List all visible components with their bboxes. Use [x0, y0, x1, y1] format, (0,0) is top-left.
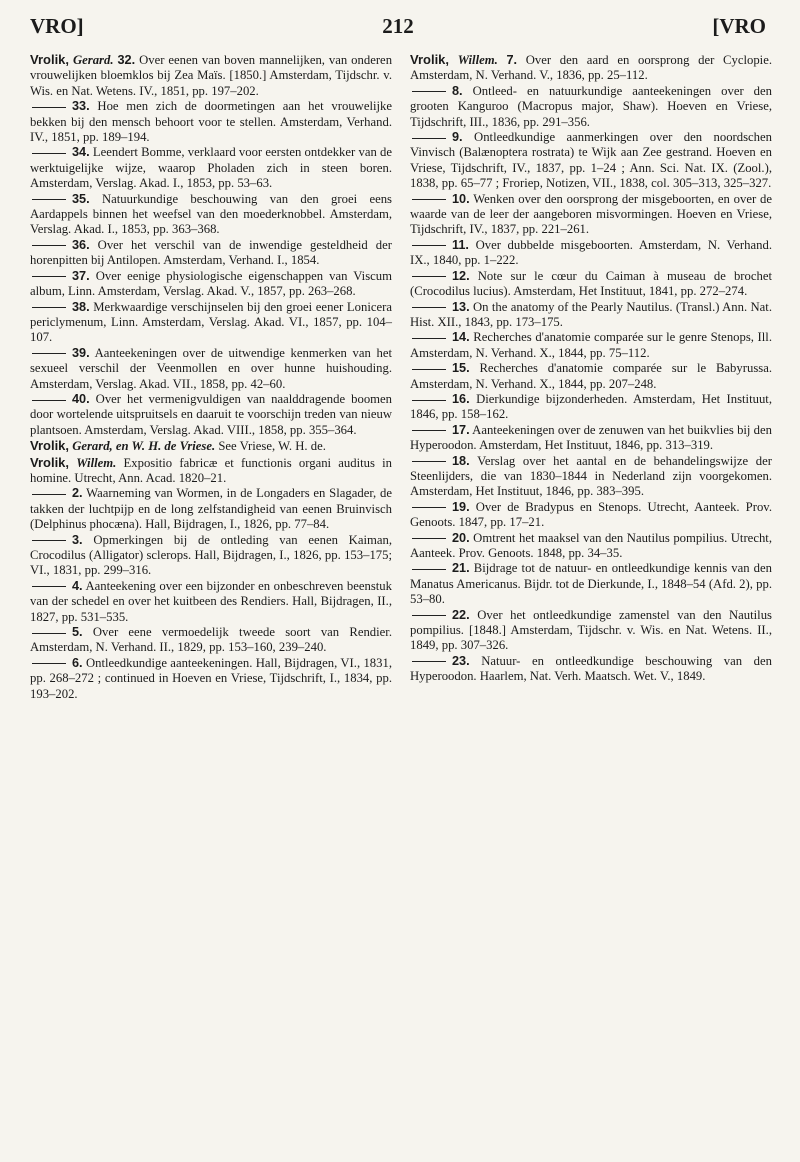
entry-text: Over dubbelde misgeboorten. Amsterdam, N. Verhand. IX., 1840, pp. 1–222. — [410, 237, 772, 268]
ditto-dash — [412, 369, 446, 370]
entry-text: Merkwaardige verschijnselen bij den groei eener Lonicera periclymenum, Linn. Amsterdam, Verslag. Akad. VI., 1857, pp. 104–107. — [30, 299, 392, 345]
ditto-dash — [32, 586, 66, 587]
ditto-dash — [32, 633, 66, 634]
entry-text: Hoe men zich de doormetingen aan het vrouwelijke bekken bij den mensch behoort voor te stellen. Amsterdam, Verhand. IV., 1851, pp. 189–194. — [30, 99, 393, 145]
ditto-dash — [32, 307, 66, 308]
entry-number: 14. — [452, 330, 470, 345]
entry-number: 16. — [452, 391, 470, 406]
bibliography-entry — [30, 579, 392, 625]
bibliography-entry — [410, 608, 772, 654]
entry-text: Opmerkingen bij de ontleding van eenen Kaiman, Crocodilus (Alligator) sclerops. Hall, Bijdragen, I., 1826, pp. 153–175; VI., 1831, pp. 299–316. — [30, 532, 392, 578]
entry-text: Over den aard en oorsprong der Cyclopie. Amsterdam, N. Verhand. V., 1836, pp. 25–112. — [410, 53, 772, 83]
entry-number: 7. — [506, 53, 518, 67]
entry-number: 10. — [452, 191, 470, 206]
ditto-dash — [32, 199, 66, 200]
entry-number: 21. — [452, 561, 470, 576]
bibliography-entry — [30, 656, 392, 702]
entry-number: 11. — [452, 237, 469, 252]
entry-text: Ontleedkundige aanteekeningen. Hall, Bijdragen, VI., 1831, pp. 268–272 ; continued in Hoeven en Vriese, Tijdschrift, I., 1834, pp. 193–202. — [30, 655, 392, 701]
entry-text: Natuurkundige beschouwing van den groei eens Aardappels binnen het weefsel van den moederknobbel. Amsterdam, Verslag. Akad. I., 1853, pp. 363–368. — [30, 191, 392, 237]
bibliography-entry — [410, 654, 772, 685]
ditto-dash — [412, 338, 446, 339]
entry-number: 18. — [452, 453, 470, 468]
bibliography-entry — [30, 486, 392, 532]
entry-number: 38. — [72, 299, 90, 314]
bibliography-entry — [30, 52, 392, 99]
entry-number: 9. — [452, 130, 463, 145]
entry-author: Vrolik, — [30, 52, 70, 67]
entry-text: Verslag over het aantal en de behandelingswijze der Steenlijders, die van 1830–1844 in Nederland zijn voorgekomen. Amsterdam, Het Instituut, 1846, pp. 383–395. — [410, 453, 772, 499]
entry-given-name: Gerard, en W. H. de Vriese. — [72, 439, 216, 454]
entry-author: Vrolik, — [30, 454, 70, 470]
entry-given-name: Willem. — [457, 53, 498, 67]
header-right: [VRO — [712, 14, 766, 38]
entry-number: 15. — [452, 361, 470, 376]
bibliography-entry — [410, 531, 772, 562]
entry-text: Over het verschil van de inwendige gesteldheid der horenpitten bij Antilopen. Amsterdam, Verhand. I., 1854. — [30, 237, 393, 268]
bibliography-entry — [410, 192, 772, 238]
ditto-dash — [412, 276, 446, 277]
entry-given-name: Gerard. — [72, 53, 114, 67]
ditto-dash — [412, 507, 446, 508]
ditto-dash — [412, 538, 446, 539]
ditto-dash — [412, 569, 446, 570]
entry-number: 12. — [452, 268, 470, 283]
entry-text: Wenken over den oorsprong der misgeboorten, en over de waarde van de leer der aangeboren misvormingen. Hoeven en Vriese, Tijdschrift, IV., 1837, pp. 221–261. — [410, 191, 772, 237]
bibliography-entry — [30, 99, 392, 145]
ditto-dash — [412, 307, 446, 308]
bibliography-entry — [410, 300, 772, 331]
bibliography-entry — [410, 84, 772, 130]
entry-text: Over eenige physiologische eigenschappen van Viscum album, Linn. Amsterdam, Verslag. Akad. V., 1857, pp. 263–268. — [30, 268, 392, 299]
entry-text: Aanteekeningen over de zenuwen van het buikvlies bij den Hyperoodon. Amsterdam, Het Instituut, 1846, pp. 313–319. — [410, 422, 772, 453]
entry-text: Aanteekening over een bijzonder en onbeschreven beenstuk van der schedel en over het kuitbeen des Rendiers. Hall, Bijdragen, II., 1827, pp. 531–535. — [30, 578, 392, 624]
bibliography-entry — [30, 192, 392, 238]
entry-text: Note sur le cœur du Caiman à museau de brochet (Crocodilus lucius). Amsterdam, Het Instituut, 1841, pp. 272–274. — [410, 268, 773, 299]
entry-number: 35. — [72, 191, 90, 206]
bibliography-entry — [30, 269, 392, 300]
ditto-dash — [412, 400, 446, 401]
bibliography-entry — [410, 500, 772, 531]
bibliography-entry — [30, 533, 392, 579]
entry-number: 3. — [72, 532, 83, 547]
entry-text: Over het vermenigvuldigen van naalddragende boomen door wortelende uitspruitsels en daaruit te voorschijn treden van nieuw plantsoen. Amsterdam, Verslag. Akad. VIII., 1858, pp. 355–364. — [30, 391, 393, 437]
entry-number: 5. — [72, 625, 83, 640]
bibliography-entry — [30, 438, 392, 454]
bibliography-entry — [30, 145, 392, 191]
bibliography-entry — [30, 455, 392, 487]
entry-number: 8. — [452, 83, 463, 98]
ditto-dash — [412, 138, 446, 139]
entry-text: Natuur- en ontleedkundige beschouwing van den Hyperoodon. Haarlem, Nat. Verh. Maatsch. Wet. V., 1849. — [410, 653, 772, 684]
entry-number: 23. — [452, 653, 470, 668]
entry-number: 4. — [72, 578, 83, 593]
running-header — [30, 14, 766, 44]
entry-text: Expositio fabricæ et functionis organi auditus in homine. Utrecht, Ann. Acad. 1820–21. — [30, 455, 392, 485]
ditto-dash — [32, 663, 66, 664]
bibliography-entry — [410, 423, 772, 454]
bibliography-entry — [410, 392, 772, 423]
bibliography-entry — [410, 361, 772, 392]
entry-number: 19. — [452, 499, 470, 514]
ditto-dash — [412, 245, 446, 246]
entry-number: 22. — [452, 607, 470, 622]
entry-text: Ontleedkundige aanmerkingen over den noordschen Vinvisch (Balænoptera rostrata) te Wijk aan Zee gestrand. Hoeven en Vriese, Tijdschrift, IV., 1837, pp. 1–24 ; Ann. Sci. Nat. IX. (Zool.), 1838, pp. 65–77 ; Froriep, Notizen, VII., 1838, col. 305–313, 325–327. — [410, 130, 772, 191]
bibliography-entry — [410, 454, 772, 500]
bibliography-entry — [410, 330, 772, 361]
ditto-dash — [412, 430, 446, 431]
ditto-dash — [32, 400, 66, 401]
entry-text: Waarneming van Wormen, in de Longaders en Slagader, de takken der luchtpijp en de long zelfstandigheid van eenen Bruinvisch (Delphinus phocæna). Hall, Bijdragen, I., 1826, pp. 77–84. — [30, 486, 392, 532]
entry-number: 17. — [452, 422, 470, 437]
entry-number: 37. — [72, 268, 90, 283]
entry-number: 36. — [72, 237, 90, 252]
entry-text: Over de Bradypus en Stenops. Utrecht, Aanteek. Prov. Genoots. 1847, pp. 17–21. — [410, 499, 773, 530]
entry-number: 20. — [452, 530, 470, 545]
ditto-dash — [32, 107, 66, 108]
bibliography-entry — [30, 300, 392, 346]
entry-number: 2. — [72, 486, 83, 501]
entry-number: 34. — [72, 145, 90, 160]
right-column — [410, 52, 772, 685]
entry-text: Dierkundige bijzonderheden. Amsterdam, Het Instituut, 1846, pp. 158–162. — [410, 391, 772, 422]
entry-number: 40. — [72, 391, 90, 406]
entry-number: 33. — [72, 99, 90, 114]
entry-text: Leendert Bomme, verklaard voor eersten ontdekker van de werktuigelijke wijze, waarop Pholaden zich in steen boren. Amsterdam, Verslag. Akad. I., 1853, pp. 53–63. — [30, 145, 392, 191]
bibliography-entry — [410, 238, 772, 269]
entry-text: Bijdrage tot de natuur- en ontleedkundige kennis van den Manatus Americanus. Bijdr. tot de Dierkunde, I., 1848–54 (Afd. 2), pp. 53–80. — [410, 561, 772, 607]
bibliography-entry — [30, 346, 392, 392]
page-number: 212 — [382, 14, 414, 38]
entry-number: 39. — [72, 345, 90, 360]
bibliography-entry — [30, 625, 392, 656]
entry-text: Over eenen van boven mannelijken, van onderen vrouwelijken bloemklos bij Zea Maïs. [1850.] Amsterdam, Tijdschr. v. Wis. en Nat. Wetens. IV., 1851, pp. 197–202. — [30, 53, 393, 98]
entry-author: Vrolik, — [30, 438, 70, 454]
entry-given-name: Willem. — [76, 455, 117, 470]
ditto-dash — [32, 353, 66, 354]
entry-author: Vrolik, — [410, 52, 450, 67]
entry-text: Ontleed- en natuurkundige aanteekeningen over den grooten Kanguroo (Macropus major, Shaw). Hoeven en Vriese, Tijdschrift, III., 1836, pp. 291–356. — [410, 83, 772, 129]
entry-number: 32. — [117, 53, 136, 67]
bibliography-entry — [410, 52, 772, 84]
entry-text: See Vriese, W. H. de. — [218, 439, 326, 454]
ditto-dash — [412, 91, 446, 92]
entry-text: Recherches d'anatomie comparée sur le Babyrussa. Amsterdam, N. Verhand. X., 1844, pp. 207–248. — [410, 361, 772, 391]
ditto-dash — [412, 615, 446, 616]
ditto-dash — [32, 540, 66, 541]
ditto-dash — [32, 153, 66, 154]
entry-text: Over het ontleedkundige zamenstel van den Nautilus pompilius. [1848.] Amsterdam, Tijdschr. v. Wis. en Nat. Wetens. II., 1849, pp. 307–326. — [410, 607, 772, 653]
ditto-dash — [32, 276, 66, 277]
entry-number: 6. — [72, 655, 83, 670]
entry-number: 13. — [452, 299, 470, 314]
bibliography-entry — [410, 130, 772, 192]
bibliography-entry — [410, 561, 772, 607]
left-column — [30, 52, 392, 702]
entry-text: Aanteekeningen over de uitwendige kenmerken van het sexueel verschil der Veenmollen en over hunne huishouding. Amsterdam, Verslag. Akad. VII., 1858, pp. 42–60. — [30, 345, 392, 391]
ditto-dash — [32, 494, 66, 495]
ditto-dash — [412, 661, 446, 662]
ditto-dash — [412, 461, 446, 462]
entry-text: Over eene vermoedelijk tweede soort van Rendier. Amsterdam, N. Verhand. II., 1829, pp. 153–160, 239–240. — [30, 625, 392, 655]
entry-text: Recherches d'anatomie comparée sur le genre Stenops, Ill. Amsterdam, N. Verhand. X., 1844, pp. 75–112. — [410, 330, 773, 360]
bibliography-entry — [30, 238, 392, 269]
entry-text: On the anatomy of the Pearly Nautilus. (Transl.) Ann. Nat. Hist. XII., 1843, pp. 173–175. — [410, 299, 773, 329]
ditto-dash — [412, 199, 446, 200]
ditto-dash — [32, 245, 66, 246]
bibliography-entry — [410, 269, 772, 300]
entry-text: Omtrent het maaksel van den Nautilus pompilius. Utrecht, Aanteek. Prov. Genoots. 1848, pp. 34–35. — [410, 530, 772, 560]
header-left: VRO] — [30, 14, 84, 38]
bibliography-entry — [30, 392, 392, 438]
